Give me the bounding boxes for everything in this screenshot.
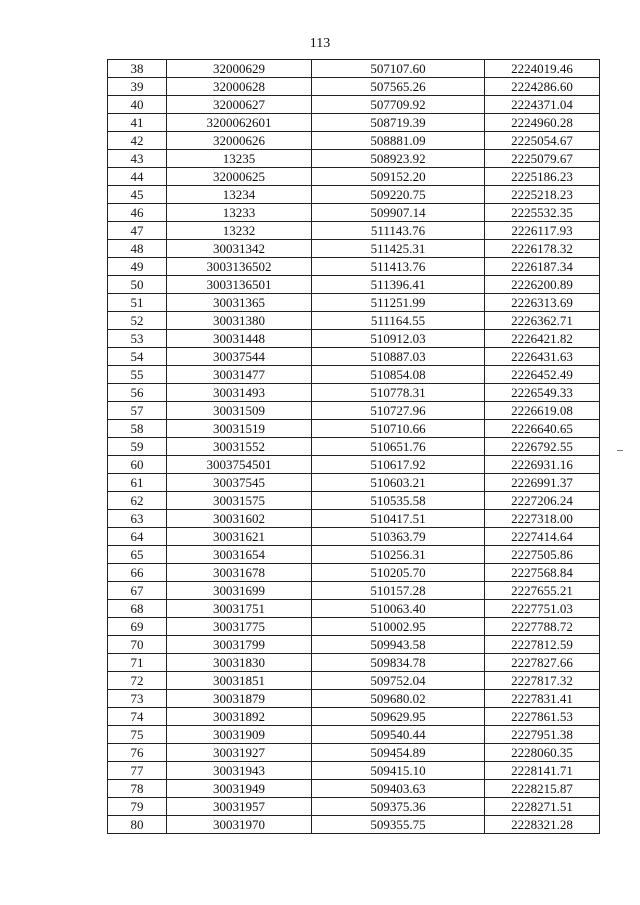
row-number-cell: 78 <box>108 780 167 798</box>
point-id-cell: 30031949 <box>167 780 312 798</box>
y-coordinate-cell: 2228321.28 <box>485 816 600 834</box>
row-number-cell: 47 <box>108 222 167 240</box>
y-coordinate-cell: 2226792.55 <box>485 438 600 456</box>
row-number-cell: 74 <box>108 708 167 726</box>
row-number-cell: 59 <box>108 438 167 456</box>
table-row <box>108 222 600 240</box>
y-coordinate-cell: 2226313.69 <box>485 294 600 312</box>
table-row <box>108 636 600 654</box>
point-id-cell: 30031851 <box>167 672 312 690</box>
point-id-cell: 30031575 <box>167 492 312 510</box>
point-id-cell: 13232 <box>167 222 312 240</box>
table-row <box>108 528 600 546</box>
table-row <box>108 186 600 204</box>
point-id-cell: 30031380 <box>167 312 312 330</box>
y-coordinate-cell: 2226187.34 <box>485 258 600 276</box>
y-coordinate-cell: 2226931.16 <box>485 456 600 474</box>
row-number-cell: 48 <box>108 240 167 258</box>
point-id-cell: 30031909 <box>167 726 312 744</box>
point-id-cell: 30037544 <box>167 348 312 366</box>
point-id-cell: 30031892 <box>167 708 312 726</box>
coordinate-table-body <box>108 60 600 834</box>
table-row <box>108 114 600 132</box>
x-coordinate-cell: 507709.92 <box>312 96 485 114</box>
x-coordinate-cell: 509403.63 <box>312 780 485 798</box>
x-coordinate-cell: 511143.76 <box>312 222 485 240</box>
table-row <box>108 762 600 780</box>
table-row <box>108 654 600 672</box>
row-number-cell: 65 <box>108 546 167 564</box>
y-coordinate-cell: 2226452.49 <box>485 366 600 384</box>
table-row <box>108 618 600 636</box>
x-coordinate-cell: 509220.75 <box>312 186 485 204</box>
x-coordinate-cell: 508881.09 <box>312 132 485 150</box>
y-coordinate-cell: 2228060.35 <box>485 744 600 762</box>
table-row <box>108 474 600 492</box>
table-row <box>108 546 600 564</box>
page-number: 113 <box>309 36 331 51</box>
x-coordinate-cell: 510157.28 <box>312 582 485 600</box>
y-coordinate-cell: 2228141.71 <box>485 762 600 780</box>
point-id-cell: 3003136502 <box>167 258 312 276</box>
point-id-cell: 30031970 <box>167 816 312 834</box>
point-id-cell: 32000625 <box>167 168 312 186</box>
point-id-cell: 32000627 <box>167 96 312 114</box>
y-coordinate-cell: 2227568.84 <box>485 564 600 582</box>
x-coordinate-cell: 508923.92 <box>312 150 485 168</box>
point-id-cell: 30031477 <box>167 366 312 384</box>
x-coordinate-cell: 509834.78 <box>312 654 485 672</box>
x-coordinate-cell: 509629.95 <box>312 708 485 726</box>
table-row <box>108 708 600 726</box>
x-coordinate-cell: 510710.66 <box>312 420 485 438</box>
y-coordinate-cell: 2227827.66 <box>485 654 600 672</box>
row-number-cell: 52 <box>108 312 167 330</box>
y-coordinate-cell: 2228271.51 <box>485 798 600 816</box>
row-number-cell: 46 <box>108 204 167 222</box>
row-number-cell: 80 <box>108 816 167 834</box>
coordinate-table <box>107 59 600 834</box>
row-number-cell: 64 <box>108 528 167 546</box>
table-row <box>108 132 600 150</box>
y-coordinate-cell: 2224019.46 <box>485 60 600 78</box>
row-number-cell: 51 <box>108 294 167 312</box>
x-coordinate-cell: 510256.31 <box>312 546 485 564</box>
table-row <box>108 600 600 618</box>
x-coordinate-cell: 511396.41 <box>312 276 485 294</box>
row-number-cell: 40 <box>108 96 167 114</box>
table-row <box>108 96 600 114</box>
y-coordinate-cell: 2226991.37 <box>485 474 600 492</box>
y-coordinate-cell: 2225079.67 <box>485 150 600 168</box>
x-coordinate-cell: 510778.31 <box>312 384 485 402</box>
point-id-cell: 30031943 <box>167 762 312 780</box>
row-number-cell: 67 <box>108 582 167 600</box>
point-id-cell: 30031621 <box>167 528 312 546</box>
y-coordinate-cell: 2224371.04 <box>485 96 600 114</box>
row-number-cell: 58 <box>108 420 167 438</box>
y-coordinate-cell: 2226421.82 <box>485 330 600 348</box>
row-number-cell: 38 <box>108 60 167 78</box>
table-row <box>108 366 600 384</box>
point-id-cell: 30031342 <box>167 240 312 258</box>
point-id-cell: 30031927 <box>167 744 312 762</box>
point-id-cell: 3003136501 <box>167 276 312 294</box>
x-coordinate-cell: 509415.10 <box>312 762 485 780</box>
y-coordinate-cell: 2227505.86 <box>485 546 600 564</box>
table-row <box>108 60 600 78</box>
y-coordinate-cell: 2227831.41 <box>485 690 600 708</box>
table-row <box>108 816 600 834</box>
y-coordinate-cell: 2228215.87 <box>485 780 600 798</box>
row-number-cell: 41 <box>108 114 167 132</box>
row-number-cell: 54 <box>108 348 167 366</box>
row-number-cell: 76 <box>108 744 167 762</box>
table-row <box>108 456 600 474</box>
row-number-cell: 63 <box>108 510 167 528</box>
table-row <box>108 240 600 258</box>
y-coordinate-cell: 2227318.00 <box>485 510 600 528</box>
table-row <box>108 672 600 690</box>
point-id-cell: 32000629 <box>167 60 312 78</box>
point-id-cell: 30031799 <box>167 636 312 654</box>
row-number-cell: 62 <box>108 492 167 510</box>
row-number-cell: 45 <box>108 186 167 204</box>
row-number-cell: 66 <box>108 564 167 582</box>
row-number-cell: 72 <box>108 672 167 690</box>
row-number-cell: 49 <box>108 258 167 276</box>
y-coordinate-cell: 2227655.21 <box>485 582 600 600</box>
y-coordinate-cell: 2226640.65 <box>485 420 600 438</box>
point-id-cell: 13234 <box>167 186 312 204</box>
y-coordinate-cell: 2227751.03 <box>485 600 600 618</box>
table-row <box>108 510 600 528</box>
x-coordinate-cell: 510617.92 <box>312 456 485 474</box>
y-coordinate-cell: 2226117.93 <box>485 222 600 240</box>
scan-mark <box>617 450 623 451</box>
point-id-cell: 30031654 <box>167 546 312 564</box>
row-number-cell: 77 <box>108 762 167 780</box>
point-id-cell: 30031519 <box>167 420 312 438</box>
x-coordinate-cell: 508719.39 <box>312 114 485 132</box>
table-row <box>108 294 600 312</box>
x-coordinate-cell: 510727.96 <box>312 402 485 420</box>
row-number-cell: 55 <box>108 366 167 384</box>
point-id-cell: 32000626 <box>167 132 312 150</box>
x-coordinate-cell: 510854.08 <box>312 366 485 384</box>
y-coordinate-cell: 2226200.89 <box>485 276 600 294</box>
row-number-cell: 39 <box>108 78 167 96</box>
point-id-cell: 30031751 <box>167 600 312 618</box>
y-coordinate-cell: 2224286.60 <box>485 78 600 96</box>
row-number-cell: 56 <box>108 384 167 402</box>
x-coordinate-cell: 511413.76 <box>312 258 485 276</box>
row-number-cell: 53 <box>108 330 167 348</box>
table-row <box>108 582 600 600</box>
row-number-cell: 50 <box>108 276 167 294</box>
y-coordinate-cell: 2225218.23 <box>485 186 600 204</box>
table-row <box>108 420 600 438</box>
row-number-cell: 44 <box>108 168 167 186</box>
table-row <box>108 168 600 186</box>
point-id-cell: 30031699 <box>167 582 312 600</box>
point-id-cell: 30031879 <box>167 690 312 708</box>
y-coordinate-cell: 2225186.23 <box>485 168 600 186</box>
y-coordinate-cell: 2227861.53 <box>485 708 600 726</box>
y-coordinate-cell: 2226619.08 <box>485 402 600 420</box>
row-number-cell: 68 <box>108 600 167 618</box>
point-id-cell: 3200062601 <box>167 114 312 132</box>
y-coordinate-cell: 2225532.35 <box>485 204 600 222</box>
point-id-cell: 30031552 <box>167 438 312 456</box>
row-number-cell: 60 <box>108 456 167 474</box>
x-coordinate-cell: 509907.14 <box>312 204 485 222</box>
point-id-cell: 3003754501 <box>167 456 312 474</box>
x-coordinate-cell: 509375.36 <box>312 798 485 816</box>
y-coordinate-cell: 2227414.64 <box>485 528 600 546</box>
x-coordinate-cell: 510912.03 <box>312 330 485 348</box>
x-coordinate-cell: 507107.60 <box>312 60 485 78</box>
y-coordinate-cell: 2226178.32 <box>485 240 600 258</box>
x-coordinate-cell: 509752.04 <box>312 672 485 690</box>
y-coordinate-cell: 2226549.33 <box>485 384 600 402</box>
point-id-cell: 30031493 <box>167 384 312 402</box>
row-number-cell: 69 <box>108 618 167 636</box>
table-row <box>108 384 600 402</box>
table-row <box>108 438 600 456</box>
x-coordinate-cell: 509943.58 <box>312 636 485 654</box>
x-coordinate-cell: 511164.55 <box>312 312 485 330</box>
x-coordinate-cell: 509680.02 <box>312 690 485 708</box>
row-number-cell: 71 <box>108 654 167 672</box>
table-row <box>108 690 600 708</box>
x-coordinate-cell: 510363.79 <box>312 528 485 546</box>
table-row <box>108 564 600 582</box>
x-coordinate-cell: 510063.40 <box>312 600 485 618</box>
y-coordinate-cell: 2226431.63 <box>485 348 600 366</box>
x-coordinate-cell: 509540.44 <box>312 726 485 744</box>
table-row <box>108 276 600 294</box>
x-coordinate-cell: 510002.95 <box>312 618 485 636</box>
y-coordinate-cell: 2224960.28 <box>485 114 600 132</box>
point-id-cell: 30031830 <box>167 654 312 672</box>
point-id-cell: 30031957 <box>167 798 312 816</box>
point-id-cell: 30031678 <box>167 564 312 582</box>
table-row <box>108 348 600 366</box>
row-number-cell: 57 <box>108 402 167 420</box>
table-row <box>108 492 600 510</box>
table-row <box>108 330 600 348</box>
x-coordinate-cell: 507565.26 <box>312 78 485 96</box>
x-coordinate-cell: 510205.70 <box>312 564 485 582</box>
table-row <box>108 204 600 222</box>
point-id-cell: 13235 <box>167 150 312 168</box>
x-coordinate-cell: 509152.20 <box>312 168 485 186</box>
row-number-cell: 43 <box>108 150 167 168</box>
point-id-cell: 30037545 <box>167 474 312 492</box>
row-number-cell: 61 <box>108 474 167 492</box>
x-coordinate-cell: 509355.75 <box>312 816 485 834</box>
y-coordinate-cell: 2227951.38 <box>485 726 600 744</box>
table-row <box>108 726 600 744</box>
point-id-cell: 30031775 <box>167 618 312 636</box>
x-coordinate-cell: 510651.76 <box>312 438 485 456</box>
row-number-cell: 42 <box>108 132 167 150</box>
x-coordinate-cell: 510535.58 <box>312 492 485 510</box>
y-coordinate-cell: 2226362.71 <box>485 312 600 330</box>
y-coordinate-cell: 2225054.67 <box>485 132 600 150</box>
point-id-cell: 30031448 <box>167 330 312 348</box>
point-id-cell: 30031602 <box>167 510 312 528</box>
row-number-cell: 79 <box>108 798 167 816</box>
point-id-cell: 30031509 <box>167 402 312 420</box>
table-row <box>108 798 600 816</box>
row-number-cell: 73 <box>108 690 167 708</box>
table-row <box>108 780 600 798</box>
x-coordinate-cell: 511425.31 <box>312 240 485 258</box>
table-row <box>108 78 600 96</box>
table-row <box>108 258 600 276</box>
x-coordinate-cell: 510887.03 <box>312 348 485 366</box>
y-coordinate-cell: 2227817.32 <box>485 672 600 690</box>
table-row <box>108 744 600 762</box>
row-number-cell: 75 <box>108 726 167 744</box>
x-coordinate-cell: 510417.51 <box>312 510 485 528</box>
x-coordinate-cell: 509454.89 <box>312 744 485 762</box>
table-row <box>108 402 600 420</box>
point-id-cell: 32000628 <box>167 78 312 96</box>
x-coordinate-cell: 511251.99 <box>312 294 485 312</box>
table-row <box>108 312 600 330</box>
y-coordinate-cell: 2227812.59 <box>485 636 600 654</box>
row-number-cell: 70 <box>108 636 167 654</box>
x-coordinate-cell: 510603.21 <box>312 474 485 492</box>
y-coordinate-cell: 2227206.24 <box>485 492 600 510</box>
point-id-cell: 30031365 <box>167 294 312 312</box>
point-id-cell: 13233 <box>167 204 312 222</box>
y-coordinate-cell: 2227788.72 <box>485 618 600 636</box>
table-row <box>108 150 600 168</box>
